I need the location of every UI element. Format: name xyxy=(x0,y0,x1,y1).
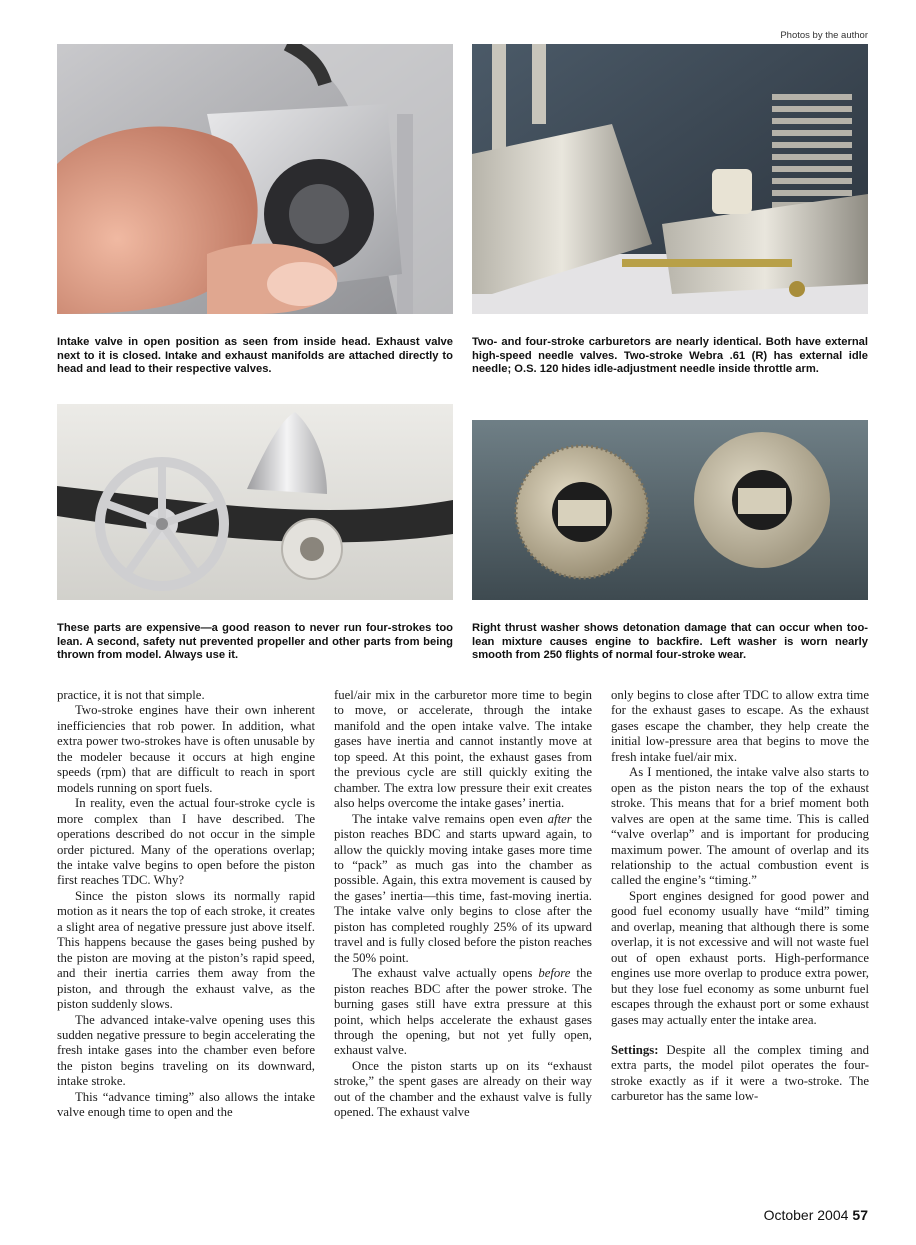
body-paragraph xyxy=(334,966,592,1059)
body-paragraph: Since the piston slows its normally rapid motion as it nears the top of each stroke, it creates a slight area of negative pressure just above itself. This happens because the gases being pushed by the piston are moving at the piston’s rapid speed, and their inertia carries them away from the piston, and through the exhaust valve, as the piston suddenly slows. xyxy=(57,888,315,1012)
text-run: The intake valve remains open even xyxy=(352,811,548,826)
emphasis: after xyxy=(547,811,572,826)
figure-caption-carburetors: Two- and four-stroke carburetors are nearly identical. Both have external high-speed needle valves. Two-stroke Webra .61 (R) has external idle needle; O.S. 120 hides idle-adjustment needle inside throttle arm. xyxy=(472,336,868,376)
text-run: The exhaust valve actually opens xyxy=(352,966,539,981)
propeller-spinner-parts-photo xyxy=(57,404,453,600)
text-run: the piston reaches BDC after the power stroke. The burning gases still have extra pressure at this point, which helps accelerate the exhaust gases through the opening, but not yet fully open, exhaust valve. xyxy=(334,966,592,1058)
text-run: the piston reaches BDC and starts upward again, to allow the quickly moving intake gases more time to “pack” as much gas into the chamber as possible. Again, this extra movement is caused by the gases’ inertia—this time, fast-moving inertia. The intake valve only begins to close after the piston has completed roughly 25% of its upward travel and is fully closed before the piston reaches the 50% point. xyxy=(334,811,592,965)
page-number: 57 xyxy=(852,1207,868,1223)
body-paragraph: In reality, even the actual four-stroke cycle is more complex than I have described. The operations described do not occur in the simple order pictured. Many of the operations overlap; the intake valve begins to open before the piston first reaches TDC. Why? xyxy=(57,796,315,888)
settings-paragraph xyxy=(611,1043,869,1105)
thrust-washers-photo xyxy=(472,420,868,600)
figure-caption-thrust-washers: Right thrust washer shows detonation damage that can occur when too-lean mixture causes engine to backfire. Left washer is worn nearly smooth from 250 flights of normal four-stroke wear. xyxy=(472,622,868,662)
body-paragraph: Once the piston starts up on its “exhaust stroke,” the spent gases are already on their way out of the chamber and the exhaust valve is fully opened. The exhaust valve xyxy=(334,1058,592,1120)
carburetors-photo xyxy=(472,44,868,314)
body-paragraph: The advanced intake-valve opening uses this sudden negative pressure to begin accelerating the fresh intake gases into the chamber even before the piston begins traveling on its downward, intake stroke. xyxy=(57,1012,315,1089)
body-paragraph: Sport engines designed for good power and good fuel economy usually have “mild” timing and overlap, meaning that although there is some overlap, it is not excessive and will not waste fuel out of open exhaust ports. High-performance engines use more overlap to produce extra power, but they lose fuel economy as some unburnt fuel escapes through the exhaust port or some exhaust gases may actually enter the intake area. xyxy=(611,888,869,1027)
figure-caption-parts: These parts are expensive—a good reason to never run four-strokes too lean. A second, safety nut prevented propeller and other parts from being thrown from model. Always use it. xyxy=(57,622,453,662)
body-paragraph: As I mentioned, the intake valve also starts to open as the piston nears the top of the exhaust stroke. This means that for a brief moment both valves are open at the same time. This is called “valve overlap” and is important for producing maximum power. The amount of overlap and its relationship to the actual combustion event is called the engine’s “timing.” xyxy=(611,765,869,888)
body-paragraph: fuel/air mix in the carburetor more time to begin to move, or accelerate, through the intake manifold and the open intake valve. The intake gases have inertia and cannot instantly move at top speed. At this point, the exhaust gases from the previous cycle are still quickly exiting the chamber. The extra low pressure their exit creates also helps overcome the intake gases’ inertia. xyxy=(334,688,592,811)
figure-caption-intake-valve: Intake valve in open position as seen from inside head. Exhaust valve next to it is closed. Intake and exhaust manifolds are attached directly to head and lead to their respective valves. xyxy=(57,336,453,376)
page-footer xyxy=(764,1207,868,1223)
section-run-in-heading: Settings: xyxy=(611,1042,659,1057)
intake-valve-head-photo xyxy=(57,44,453,314)
emphasis: before xyxy=(538,966,571,981)
body-paragraph: Two-stroke engines have their own inherent inefficiencies that rob power. In addition, what extra power two-strokes have is often unusable by the modeler because it occurs at high engine speeds (rpm) that are difficult to reach in sport models running on sport fuels. xyxy=(57,703,315,795)
body-paragraph: This “advance timing” also allows the intake valve enough time to open and the xyxy=(57,1089,315,1120)
body-paragraph xyxy=(334,812,592,967)
body-column-2 xyxy=(334,688,592,1188)
issue-date: October 2004 xyxy=(763,1207,849,1223)
photo-credit: Photos by the author xyxy=(780,30,868,41)
body-paragraph: only begins to close after TDC to allow extra time for the exhaust gases to escape. As the exhaust gases escape the chamber, they help create the initial low-pressure area that begins to move the fresh intake fuel/air mix. xyxy=(611,688,869,764)
text-run: Despite all the complex timing and extra parts, the model pilot operates the four-stroke exactly as if it were a two-stroke. The carburetor has the same low- xyxy=(611,1042,869,1104)
body-column-1 xyxy=(57,688,315,1188)
body-paragraph: practice, it is not that simple. xyxy=(57,688,205,702)
body-column-3 xyxy=(611,688,869,1188)
